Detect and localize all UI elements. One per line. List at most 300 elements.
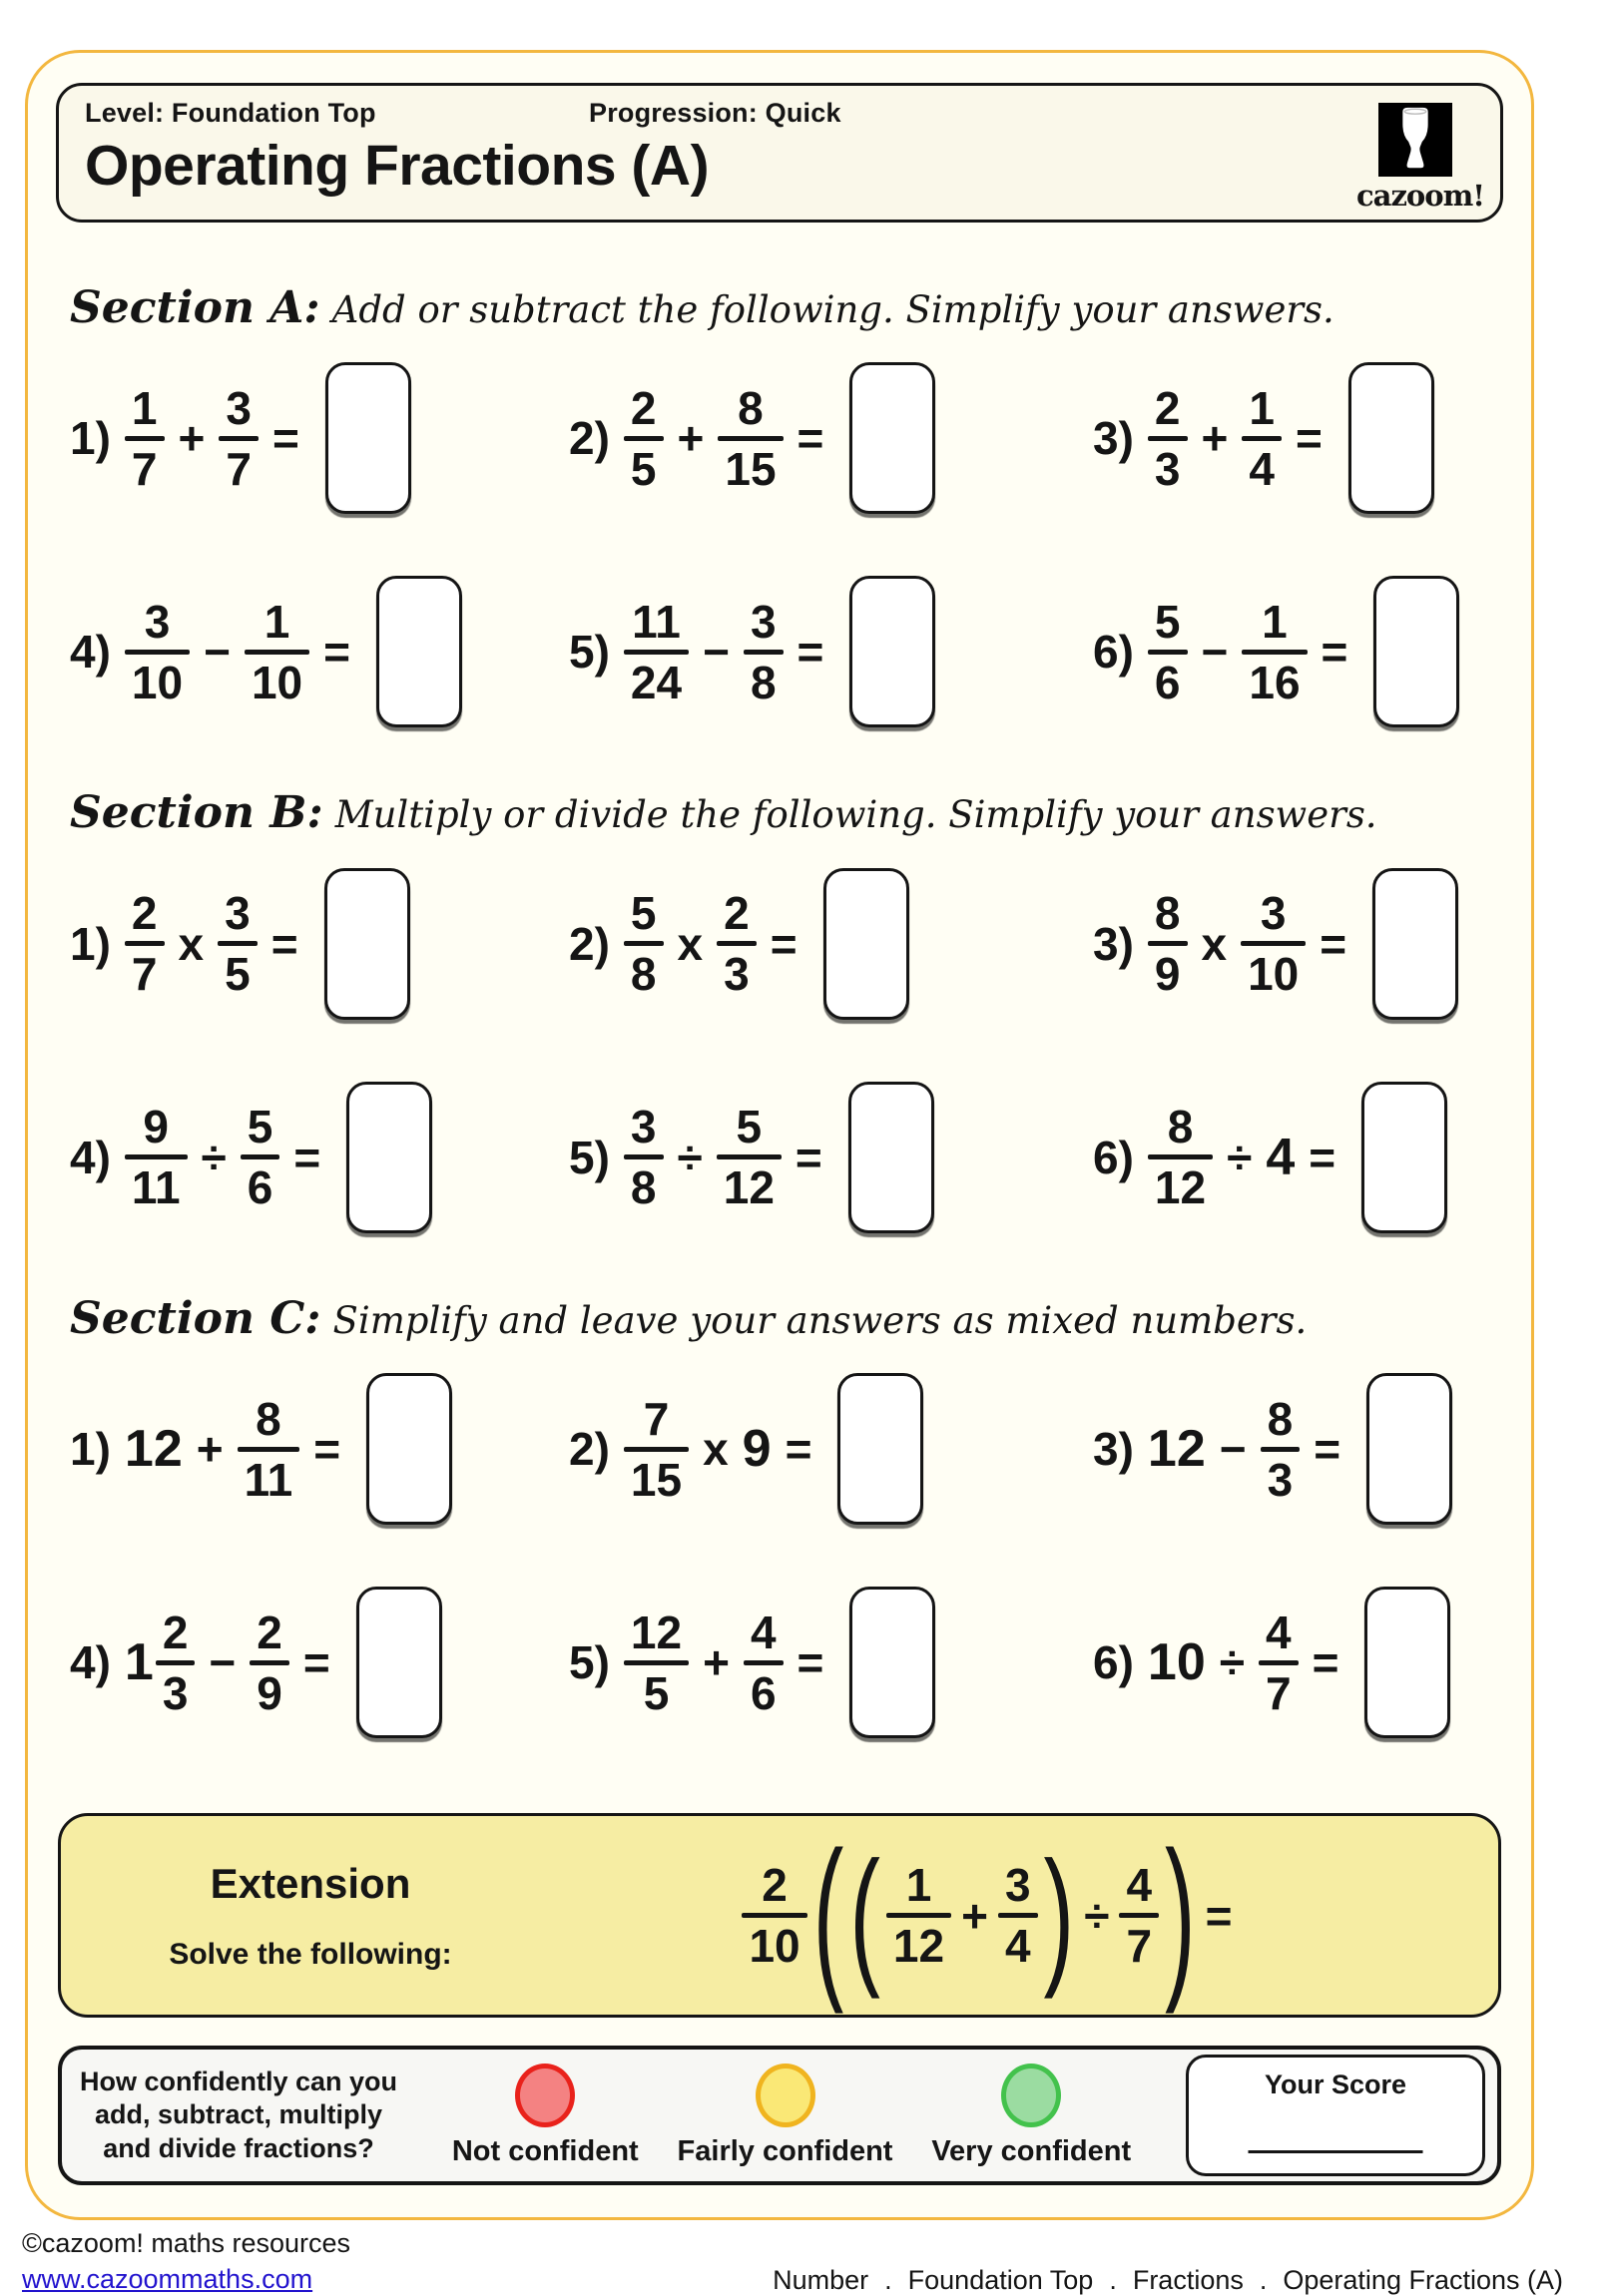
fraction <box>742 1859 806 1973</box>
worksheet-frame <box>25 50 1534 2220</box>
operator-divide: ÷ <box>201 1131 227 1183</box>
numerator: 3 <box>225 887 251 940</box>
breadcrumb-separator: . <box>1259 2264 1268 2295</box>
denominator: 24 <box>630 656 683 708</box>
problem-expression <box>1148 1587 1451 1738</box>
fraction <box>718 381 783 495</box>
confidence-option-label: Very confident <box>931 2134 1132 2167</box>
fraction <box>219 381 259 495</box>
fraction <box>1148 1101 1213 1214</box>
operator-equals: = <box>302 1636 330 1689</box>
fraction <box>744 1606 784 1719</box>
answer-box[interactable] <box>849 362 935 514</box>
section-a-problems <box>70 362 1525 727</box>
fraction <box>624 887 664 1001</box>
operator-equals: = <box>293 1131 321 1183</box>
denominator: 6 <box>247 1161 273 1214</box>
problem-expression <box>1148 576 1460 727</box>
operator-equals: = <box>323 626 350 679</box>
fraction <box>624 595 689 708</box>
problem <box>569 1373 1093 1525</box>
whole-number: 1 <box>124 1633 154 1692</box>
operator-divide: ÷ <box>1084 1889 1110 1942</box>
operator-divide: ÷ <box>1227 1131 1253 1183</box>
problem-expression <box>624 362 936 514</box>
denominator: 5 <box>630 442 657 495</box>
answer-box[interactable] <box>849 1587 935 1738</box>
problem-expression <box>125 1587 442 1738</box>
fraction <box>250 1606 289 1719</box>
denominator: 7 <box>1126 1920 1153 1973</box>
section-title: Section B: <box>70 787 323 839</box>
score-write-line[interactable] <box>1249 2150 1423 2153</box>
fraction-bar <box>241 1154 280 1159</box>
numerator: 2 <box>257 1606 282 1658</box>
problem <box>1093 1373 1525 1525</box>
denominator: 9 <box>257 1666 282 1719</box>
numerator: 4 <box>1126 1859 1153 1912</box>
problem-number: 2) <box>569 412 610 465</box>
problem <box>569 1587 1093 1738</box>
operator-equals: = <box>1321 626 1348 679</box>
fraction <box>1242 381 1282 495</box>
fraction-bar <box>1241 941 1306 946</box>
fraction <box>744 595 784 708</box>
numerator: 8 <box>1154 887 1181 940</box>
fraction-bar <box>238 1447 300 1452</box>
parenthesis: ( <box>812 1816 844 2016</box>
page-title: Operating Fractions (A) <box>85 134 710 198</box>
integer: 10 <box>1147 1633 1206 1692</box>
problem-number: 1) <box>70 412 111 465</box>
progression-label: Progression: Quick <box>589 98 841 128</box>
problem-expression <box>1148 1373 1452 1525</box>
problem-expression <box>125 1373 452 1525</box>
answer-box[interactable] <box>1361 1082 1447 1233</box>
fraction-bar <box>125 436 165 441</box>
problem-expression <box>125 1082 432 1233</box>
problem-expression <box>624 1587 936 1738</box>
integer: 12 <box>124 1420 183 1479</box>
operator-equals: = <box>1320 917 1347 970</box>
fraction-bar <box>886 1913 951 1918</box>
section-b-heading <box>70 789 1525 837</box>
fraction-bar <box>744 1660 784 1665</box>
fraction-bar <box>624 1447 689 1452</box>
fraction-bar <box>742 1913 806 1918</box>
section-c-heading <box>70 1292 1525 1344</box>
operator-equals: = <box>1314 1423 1341 1476</box>
fraction-bar <box>125 1154 188 1159</box>
denominator: 8 <box>630 948 657 1001</box>
problem <box>1093 576 1525 727</box>
fraction <box>998 1859 1038 1973</box>
numerator: 2 <box>630 381 657 434</box>
fraction <box>1148 381 1188 495</box>
section-b-problems <box>70 868 1525 1233</box>
problem-number: 4) <box>70 1636 111 1689</box>
confidence-option <box>452 2064 639 2168</box>
confidence-circle[interactable] <box>1001 2064 1061 2127</box>
numerator: 9 <box>143 1101 170 1153</box>
numerator: 3 <box>630 1101 657 1153</box>
operator-equals: = <box>1205 1889 1233 1942</box>
denominator: 10 <box>1248 948 1300 1001</box>
problem <box>70 868 569 1020</box>
fraction-bar <box>624 436 664 441</box>
operator-plus: + <box>703 1636 730 1689</box>
problem-expression <box>1148 1082 1447 1233</box>
denominator: 9 <box>1154 948 1181 1001</box>
denominator: 6 <box>1154 656 1181 708</box>
extension-subtitle: Solve the following: <box>169 1937 452 1971</box>
cazoom-logo <box>1356 102 1485 213</box>
problem <box>70 576 569 727</box>
confidence-question: How confidently can you add, subtract, multiply and divide fractions? <box>79 2066 398 2164</box>
fraction-bar <box>1259 1660 1299 1665</box>
fraction-bar <box>718 436 783 441</box>
integer: 4 <box>1266 1128 1296 1186</box>
numerator: 1 <box>905 1859 932 1912</box>
problem-expression <box>125 576 462 727</box>
operator-times: x <box>1201 917 1228 970</box>
numerator: 1 <box>264 595 290 648</box>
fraction-bar <box>1148 436 1188 441</box>
fraction-bar <box>1148 941 1188 946</box>
denominator: 10 <box>251 656 303 708</box>
section-title: Section A: <box>70 282 320 333</box>
operator-equals: = <box>1312 1636 1339 1689</box>
section-title: Section C: <box>70 1292 321 1344</box>
operator-equals: = <box>797 1636 824 1689</box>
numerator: 3 <box>750 595 777 648</box>
problem-number: 1) <box>70 1423 111 1476</box>
answer-box[interactable] <box>849 576 935 727</box>
operator-equals: = <box>797 626 824 679</box>
numerator: 4 <box>1266 1606 1292 1658</box>
problem-expression <box>624 1373 924 1525</box>
problem <box>1093 362 1525 514</box>
section-instruction: Simplify and leave your answers as mixed numbers. <box>332 1298 1308 1342</box>
operator-times: x <box>703 1423 729 1476</box>
section-c-problems <box>70 1373 1525 1738</box>
website-link[interactable]: www.cazoommaths.com <box>22 2264 313 2295</box>
fraction <box>1119 1859 1159 1973</box>
operator-plus: + <box>677 412 705 465</box>
operator-equals: = <box>795 1131 822 1183</box>
numerator: 5 <box>736 1101 763 1153</box>
answer-box[interactable] <box>1348 362 1434 514</box>
problem-expression <box>125 868 410 1020</box>
numerator: 2 <box>162 1606 189 1658</box>
problem <box>70 1373 569 1525</box>
numerator: 1 <box>1249 381 1275 434</box>
denominator: 8 <box>750 656 777 708</box>
fraction <box>125 381 165 495</box>
denominator: 5 <box>643 1666 670 1719</box>
problem-number: 5) <box>569 1636 610 1689</box>
problem-expression <box>125 362 411 514</box>
numerator: 8 <box>738 381 764 434</box>
parenthesis: ) <box>1043 1831 1075 2000</box>
extension-left <box>101 1860 520 1972</box>
problem-expression <box>1148 362 1434 514</box>
problem-number: 4) <box>70 626 111 679</box>
numerator: 2 <box>131 887 158 940</box>
problem-expression <box>624 576 936 727</box>
denominator: 7 <box>131 948 158 1001</box>
operator-divide: ÷ <box>677 1131 703 1183</box>
fraction <box>886 1859 951 1973</box>
denominator: 12 <box>723 1161 775 1214</box>
fraction <box>1148 595 1188 708</box>
denominator: 11 <box>131 1161 181 1214</box>
fraction <box>624 1101 664 1214</box>
fraction-bar <box>624 650 689 655</box>
section-instruction: Add or subtract the following. Simplify your answers. <box>331 288 1334 331</box>
section-instruction: Multiply or divide the following. Simplify your answers. <box>334 793 1377 837</box>
fraction-bar <box>219 436 259 441</box>
problem-number: 5) <box>569 626 610 679</box>
fraction <box>624 381 664 495</box>
fraction-bar <box>1261 1447 1301 1452</box>
confidence-panel <box>58 2046 1501 2185</box>
fraction-bar <box>1148 1154 1213 1159</box>
extension-expression <box>520 1816 1458 2016</box>
problem-number: 2) <box>569 1423 610 1476</box>
header <box>56 83 1503 223</box>
fraction <box>241 1101 280 1214</box>
extension-panel <box>58 1813 1501 2018</box>
answer-box[interactable] <box>1372 868 1458 1020</box>
extension-title: Extension <box>210 1859 411 1907</box>
operator-plus: + <box>961 1889 988 1942</box>
problem <box>70 1082 569 1233</box>
denominator: 4 <box>1004 1920 1031 1973</box>
problem-expression <box>624 868 909 1020</box>
parenthesis: ) <box>1165 1816 1196 2016</box>
mixed-number <box>124 1606 196 1719</box>
fraction <box>218 887 258 1001</box>
numerator: 3 <box>226 381 252 434</box>
answer-box[interactable] <box>848 1082 934 1233</box>
integer: 9 <box>742 1420 772 1479</box>
section-b <box>70 789 1525 1232</box>
confidence-circle[interactable] <box>515 2064 575 2127</box>
sections <box>70 284 1525 1738</box>
answer-box[interactable] <box>356 1587 442 1738</box>
fraction-bar <box>624 1660 689 1665</box>
denominator: 5 <box>225 948 251 1001</box>
answer-box[interactable] <box>1366 1373 1452 1525</box>
operator-plus: + <box>178 412 206 465</box>
breadcrumb-item: Fractions <box>1132 2264 1244 2295</box>
confidence-option <box>931 2064 1131 2168</box>
problem-number: 6) <box>1093 1636 1134 1689</box>
fraction-bar <box>156 1660 196 1665</box>
denominator: 10 <box>749 1920 800 1973</box>
operator-minus: − <box>1201 626 1229 679</box>
numerator: 12 <box>630 1606 683 1658</box>
answer-box[interactable] <box>823 868 909 1020</box>
numerator: 1 <box>1262 595 1288 648</box>
fraction-bar <box>717 941 757 946</box>
operator-equals: = <box>313 1423 341 1476</box>
numerator: 7 <box>643 1392 670 1445</box>
breadcrumb <box>769 2265 1567 2296</box>
problem <box>70 1587 569 1738</box>
answer-box[interactable] <box>1364 1587 1450 1738</box>
numerator: 2 <box>1154 381 1181 434</box>
numerator: 5 <box>247 1101 273 1153</box>
answer-box[interactable] <box>324 868 410 1020</box>
denominator: 15 <box>725 442 777 495</box>
problem-number: 3) <box>1093 917 1134 970</box>
header-meta <box>85 98 1474 129</box>
fraction <box>1242 595 1307 708</box>
denominator: 3 <box>724 948 750 1001</box>
footer <box>22 2227 1567 2296</box>
fraction <box>245 595 309 708</box>
operator-plus: + <box>1201 412 1229 465</box>
answer-box[interactable] <box>837 1373 923 1525</box>
operator-minus: − <box>209 1636 237 1689</box>
fraction <box>1259 1606 1299 1719</box>
operator-equals: = <box>785 1423 812 1476</box>
fraction-bar <box>245 650 309 655</box>
numerator: 8 <box>1167 1101 1194 1153</box>
confidence-option-label: Not confident <box>451 2134 639 2167</box>
operator-equals: = <box>797 412 824 465</box>
denominator: 12 <box>892 1920 945 1973</box>
fraction <box>717 1101 782 1214</box>
answer-box[interactable] <box>376 576 462 727</box>
numerator: 4 <box>750 1606 777 1658</box>
fraction <box>624 1392 689 1506</box>
copyright-text: ©cazoom! maths resources <box>22 2228 351 2258</box>
answer-box[interactable] <box>325 362 411 514</box>
denominator: 11 <box>244 1453 293 1506</box>
confidence-option <box>678 2064 893 2168</box>
problem <box>1093 868 1525 1020</box>
breadcrumb-item: Number <box>773 2264 869 2295</box>
logo-text: cazoom! <box>1356 179 1485 213</box>
score-title: Your Score <box>1264 2069 1407 2100</box>
fraction <box>125 1101 188 1214</box>
fraction-bar <box>125 650 190 655</box>
fraction-bar <box>218 941 258 946</box>
denominator: 8 <box>630 1161 657 1214</box>
problem-number: 6) <box>1093 626 1134 679</box>
fraction <box>1148 887 1188 1001</box>
numerator: 5 <box>630 887 657 940</box>
answer-box[interactable] <box>346 1082 432 1233</box>
fraction-bar <box>1242 650 1307 655</box>
fraction-bar <box>998 1913 1038 1918</box>
denominator: 4 <box>1249 442 1275 495</box>
denominator: 10 <box>131 656 184 708</box>
problem <box>569 362 1093 514</box>
denominator: 3 <box>162 1666 189 1719</box>
numerator: 8 <box>1267 1392 1294 1445</box>
breadcrumb-item: Operating Fractions (A) <box>1283 2264 1563 2295</box>
denominator: 7 <box>226 442 252 495</box>
score-box <box>1186 2055 1485 2176</box>
confidence-options <box>403 2064 1180 2168</box>
operator-equals: = <box>270 917 298 970</box>
numerator: 8 <box>256 1392 281 1445</box>
problem-number: 6) <box>1093 1131 1134 1183</box>
fraction-bar <box>1119 1913 1159 1918</box>
fraction <box>156 1606 196 1719</box>
operator-minus: − <box>1219 1423 1247 1476</box>
denominator: 3 <box>1267 1453 1294 1506</box>
operator-times: x <box>178 917 205 970</box>
level-label: Level: Foundation Top <box>85 98 376 128</box>
numerator: 11 <box>632 595 681 648</box>
fraction-bar <box>1148 650 1188 655</box>
operator-minus: − <box>204 626 231 679</box>
fraction <box>125 887 165 1001</box>
operator-equals: = <box>770 917 798 970</box>
problem <box>569 1082 1093 1233</box>
breadcrumb-separator: . <box>884 2264 892 2295</box>
fraction-bar <box>624 1154 664 1159</box>
confidence-circle[interactable] <box>756 2064 815 2127</box>
footer-left <box>22 2227 350 2296</box>
problem-expression <box>624 1082 934 1233</box>
fraction-bar <box>1242 436 1282 441</box>
problem-number: 1) <box>70 917 111 970</box>
section-a-heading <box>70 284 1525 332</box>
problem <box>1093 1082 1525 1233</box>
fraction <box>1261 1392 1301 1506</box>
operator-equals: = <box>271 412 299 465</box>
operator-minus: − <box>703 626 730 679</box>
numerator: 5 <box>1154 595 1181 648</box>
denominator: 12 <box>1154 1161 1207 1214</box>
parenthesis: ( <box>849 1831 880 2000</box>
fraction-bar <box>125 941 165 946</box>
problem-number: 3) <box>1093 412 1134 465</box>
breadcrumb-separator: . <box>1109 2264 1117 2295</box>
problem <box>569 576 1093 727</box>
denominator: 15 <box>630 1453 683 1506</box>
fraction-bar <box>717 1154 782 1159</box>
denominator: 6 <box>750 1666 777 1719</box>
denominator: 7 <box>131 442 158 495</box>
problem <box>569 868 1093 1020</box>
problem-number: 3) <box>1093 1423 1134 1476</box>
numerator: 3 <box>1260 887 1287 940</box>
denominator: 16 <box>1249 656 1301 708</box>
answer-box[interactable] <box>1373 576 1459 727</box>
denominator: 7 <box>1266 1666 1292 1719</box>
drum-icon <box>1378 102 1452 178</box>
integer: 12 <box>1147 1420 1206 1479</box>
fraction <box>125 595 190 708</box>
confidence-option-label: Fairly confident <box>677 2134 893 2167</box>
operator-times: x <box>677 917 704 970</box>
denominator: 3 <box>1154 442 1181 495</box>
section-c <box>70 1292 1525 1738</box>
problem-number: 4) <box>70 1131 111 1183</box>
section-a <box>70 284 1525 727</box>
fraction <box>1241 887 1306 1001</box>
operator-equals: = <box>1295 412 1323 465</box>
answer-box[interactable] <box>366 1373 452 1525</box>
fraction <box>238 1392 300 1506</box>
